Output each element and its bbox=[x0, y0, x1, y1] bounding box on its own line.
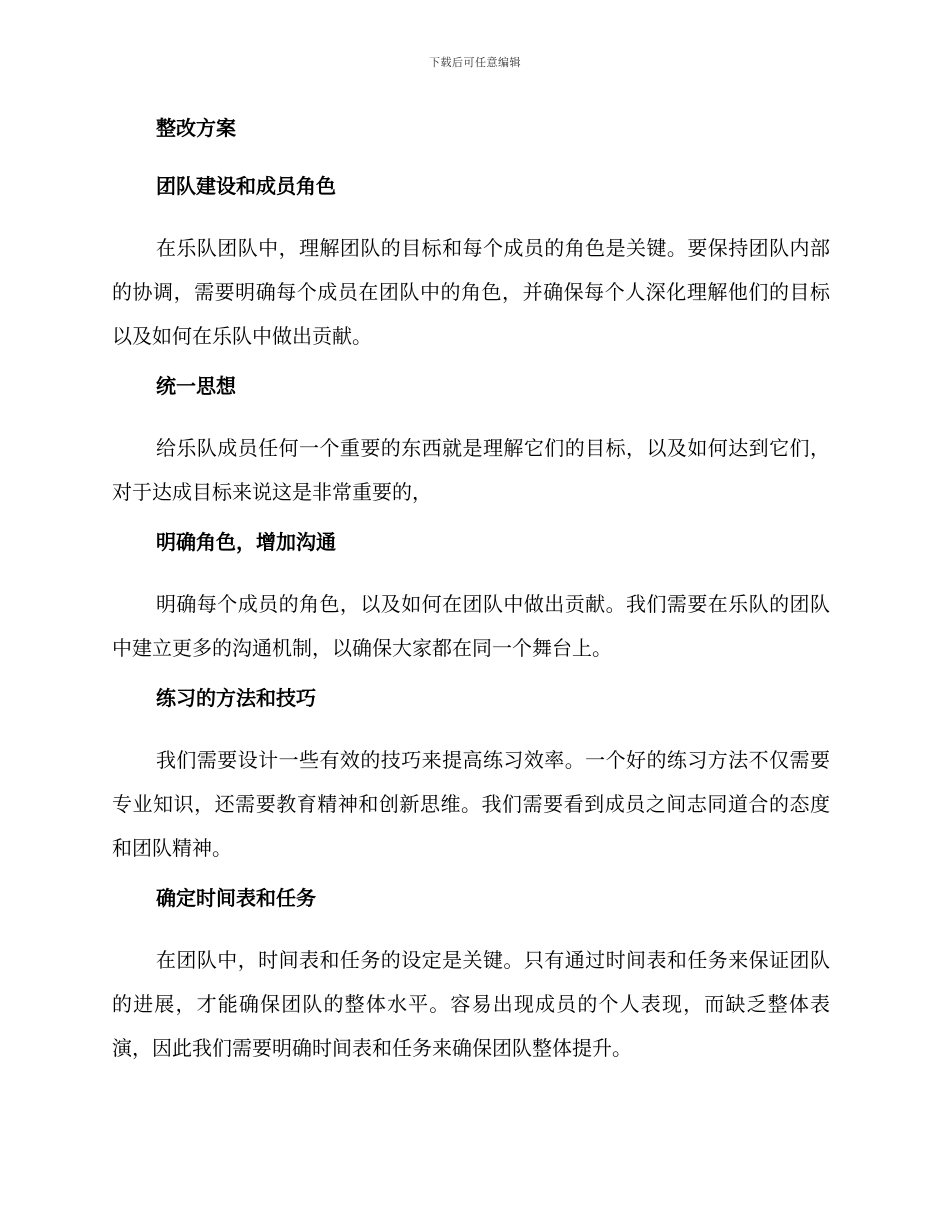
document-body bbox=[112, 110, 830, 1080]
section-paragraph: 明确每个成员的角色，以及如何在团队中做出贡献。我们需要在乐队的团队中建立更多的沟通机制，以确保大家都在同一个舞台上。 bbox=[112, 592, 830, 660]
section-paragraph: 给乐队成员任何一个重要的东西就是理解它们的目标，以及如何达到它们，对于达成目标来说这是非常重要的， bbox=[112, 436, 830, 504]
section-paragraph: 在乐队团队中，理解团队的目标和每个成员的角色是关键。要保持团队内部的协调，需要明确每个成员在团队中的角色，并确保每个人深化理解他们的目标以及如何在乐队中做出贡献。 bbox=[112, 236, 830, 348]
section-heading: 团队建设和成员角色 bbox=[156, 174, 336, 198]
section-heading: 统一思想 bbox=[156, 374, 236, 398]
section-paragraph: 在团队中，时间表和任务的设定是关键。只有通过时间表和任务来保证团队的进展，才能确保团队的整体水平。容易出现成员的个人表现，而缺乏整体表演，因此我们需要明确时间表和任务来确保团队整体提升。 bbox=[112, 948, 830, 1060]
document-title: 整改方案 bbox=[156, 116, 236, 140]
section-heading: 明确角色，增加沟通 bbox=[156, 530, 336, 554]
section-paragraph: 我们需要设计一些有效的技巧来提高练习效率。一个好的练习方法不仅需要专业知识，还需要教育精神和创新思维。我们需要看到成员之间志同道合的态度和团队精神。 bbox=[112, 748, 830, 860]
section-heading: 确定时间表和任务 bbox=[156, 886, 316, 910]
section-heading: 练习的方法和技巧 bbox=[156, 686, 316, 710]
page-header: 下载后可任意编辑 bbox=[429, 56, 521, 69]
